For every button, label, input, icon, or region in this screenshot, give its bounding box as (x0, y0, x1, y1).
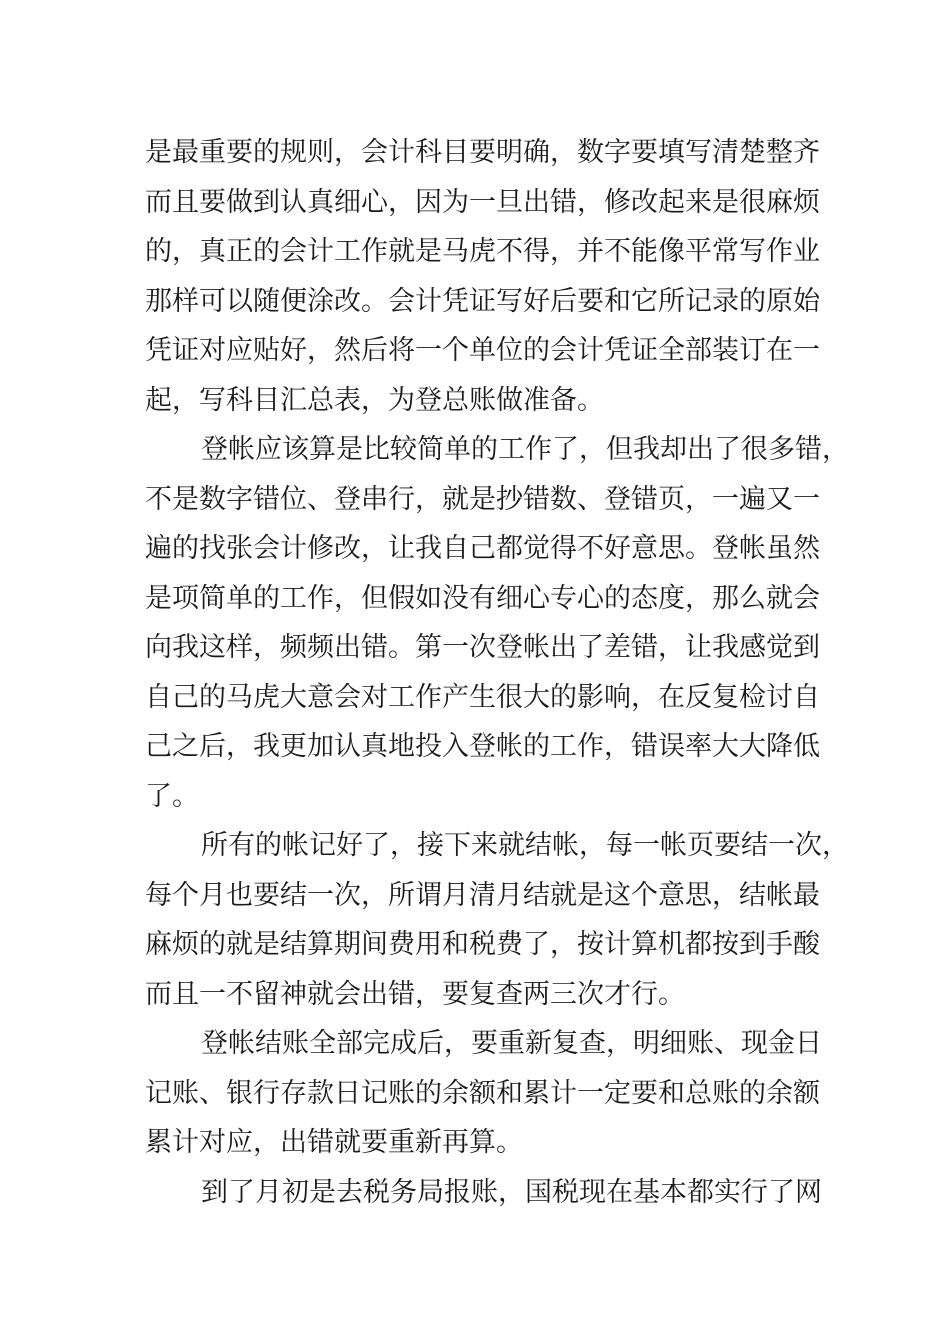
text-line: 自己的马虎大意会对工作产生很大的影响，在反复检讨自 (145, 681, 820, 713)
text-line: 累计对应，出错就要重新再算。 (145, 1127, 523, 1158)
text-line: 凭证对应贴好，然后将一个单位的会计凭证全部装订在一 (145, 335, 820, 366)
text-line: 遍的找张会计修改，让我自己都觉得不好意思。登帐虽然 (145, 533, 820, 564)
text-line: 不是数字错位、登串行，就是抄错数、登错页，一遍又一 (145, 483, 820, 515)
text-line: 的，真正的会计工作就是马虎不得，并不能像平常写作业 (145, 236, 820, 267)
text-line: 起，写科目汇总表，为登总账做准备。 (145, 384, 604, 416)
paragraph-start-line: 登帐应该算是比较简单的工作了，但我却出了很多错， (201, 434, 849, 465)
text-line: 向我这样，频频出错。第一次登帐出了差错，让我感觉到 (145, 632, 820, 663)
document-body (145, 128, 849, 1217)
text-line: 而且要做到认真细心，因为一旦出错，修改起来是很麻烦 (145, 186, 820, 218)
text-line: 是项简单的工作，但假如没有细心专心的态度，那么就会 (145, 582, 820, 614)
paragraph-start-line: 到了月初是去税务局报账，国税现在基本都实行了网 (201, 1176, 822, 1208)
text-line: 记账、银行存款日记账的余额和累计一定要和总账的余额 (145, 1077, 820, 1109)
text-line: 己之后，我更加认真地投入登帐的工作，错误率大大降低 (145, 731, 820, 762)
paragraph-start-line: 登帐结账全部完成后，要重新复查，明细账、现金日 (201, 1028, 822, 1059)
text-line: 每个月也要结一次，所谓月清月结就是这个意思，结帐最 (145, 879, 820, 911)
text-line: 是最重要的规则，会计科目要明确，数字要填写清楚整齐 (145, 137, 820, 168)
text-line: 那样可以随便涂改。会计凭证写好后要和它所记录的原始 (145, 285, 820, 317)
text-line: 麻烦的就是结算期间费用和税费了，按计算机都按到手酸 (145, 929, 820, 960)
paragraph-start-line: 所有的帐记好了，接下来就结帐，每一帐页要结一次， (201, 830, 849, 861)
text-line: 了。 (145, 780, 199, 812)
text-line: 而且一不留神就会出错，要复查两三次才行。 (145, 978, 685, 1010)
